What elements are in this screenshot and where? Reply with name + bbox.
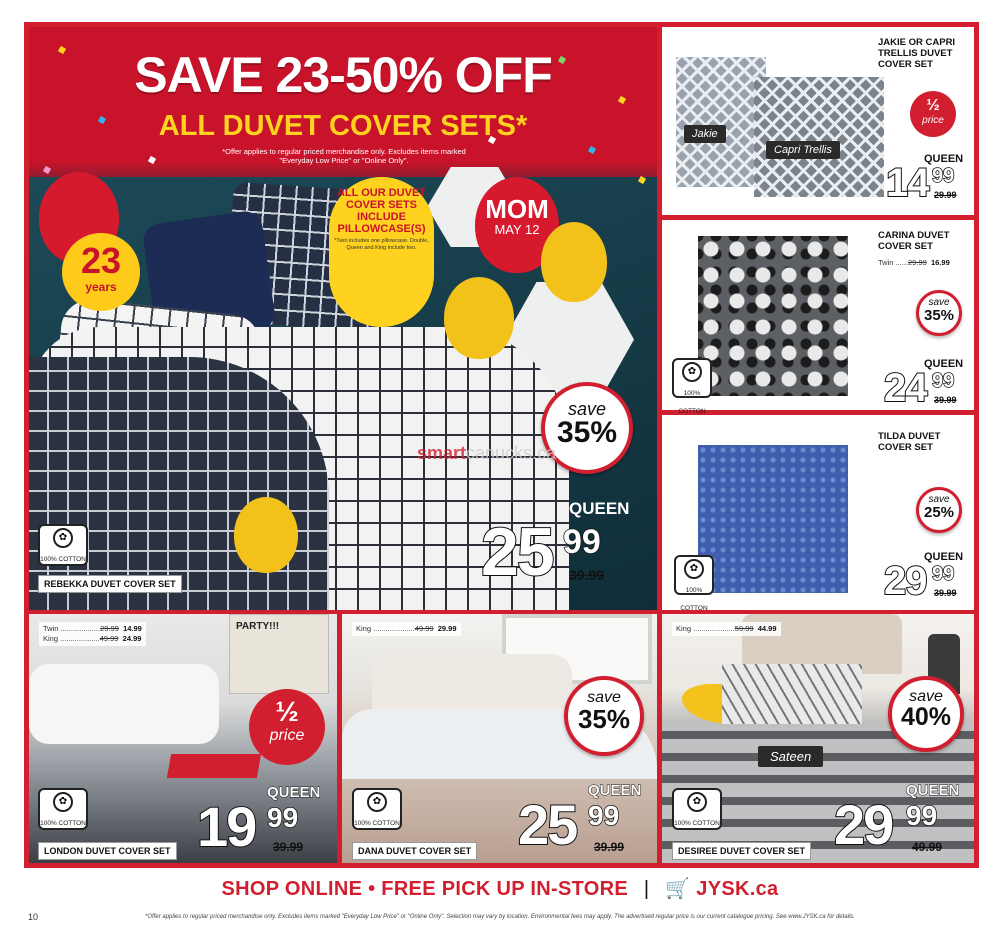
- save-badge: [916, 487, 962, 533]
- geo-pillow: [722, 664, 862, 724]
- newspaper-poster: PARTY!!!: [229, 614, 329, 694]
- price-dollars: 29: [834, 793, 893, 856]
- half-price-bottom: price: [269, 727, 305, 744]
- size-regular: 49.99: [99, 634, 119, 643]
- product-title: CARINA DUVET COVER SET: [878, 230, 950, 252]
- size-name: Twin: [878, 258, 894, 267]
- size-label: QUEEN: [924, 358, 964, 370]
- pillowcase-bubble: [329, 177, 434, 327]
- save-percent: 35%: [556, 416, 618, 449]
- save-percent: 35%: [577, 704, 631, 734]
- save-percent: 40%: [900, 703, 952, 731]
- watermark-b: canucks.ca: [466, 443, 557, 463]
- cotton-icon: ✿: [53, 792, 73, 812]
- half-price-top: ½: [275, 696, 299, 727]
- bed-duvet-navy: [29, 357, 329, 610]
- carina-duvet-image: [698, 236, 848, 396]
- size-sale: 14.99: [123, 624, 142, 633]
- regular-price: 39.99: [934, 395, 957, 405]
- regular-price: 39.99: [273, 840, 304, 854]
- save-badge: [916, 290, 962, 336]
- shop-online-banner: [0, 876, 1000, 901]
- size-label: QUEEN: [924, 153, 964, 165]
- cotton-icon: ✿: [684, 559, 704, 579]
- size-name: King: [356, 624, 372, 633]
- cotton-text: 100% COTTON: [40, 820, 86, 827]
- product-name[interactable]: LONDON DUVET COVER SET: [38, 842, 177, 860]
- product-title: JAKIE OR CAPRI TRELLIS DUVET COVER SET: [878, 37, 956, 70]
- save-percent: 35%: [923, 307, 955, 324]
- size-sale: 24.99: [122, 634, 142, 643]
- anniversary-word: years: [85, 280, 117, 294]
- pillowcase-bubble-fine: *Twin includes one pillowcase. Double, Queen and King include two.: [334, 238, 429, 251]
- hero-product-name[interactable]: REBEKKA DUVET COVER SET: [38, 575, 182, 593]
- size-list: [352, 622, 461, 636]
- save-badge: [888, 676, 964, 752]
- hero-price-dollars: 25: [481, 514, 553, 590]
- price-cents: 99: [267, 802, 299, 833]
- capri-tag: Capri Trellis: [766, 141, 840, 159]
- watermark-a: smart: [417, 443, 467, 463]
- hero-subheadline: ALL DUVET COVER SETS*: [158, 110, 528, 142]
- pillowcase-bubble-text: ALL OUR DUVET COVER SETS INCLUDE PILLOWCASE(S): [336, 187, 427, 235]
- size-name: Twin: [43, 624, 59, 633]
- tilda-duvet-image: [698, 445, 848, 593]
- save-word: save: [928, 494, 950, 505]
- half-price-badge: [910, 91, 956, 137]
- cotton-text: 100% COTTON: [40, 556, 86, 563]
- size-label: QUEEN: [588, 782, 642, 799]
- cart-icon: 🛒: [665, 878, 691, 900]
- divider: |: [643, 878, 650, 900]
- size-line: King ...................49.99 24.99: [43, 634, 142, 643]
- anniversary-number: 23: [80, 240, 122, 281]
- shop-online-link[interactable]: SHOP ONLINE: [221, 878, 363, 900]
- regular-price: 49.99: [912, 840, 943, 854]
- size-regular: 59.99: [734, 624, 754, 633]
- size-line: King ....................49.99 29.99: [356, 624, 457, 633]
- price-dollars: 25: [518, 793, 577, 856]
- size-regular: 49.99: [414, 624, 434, 633]
- cotton-text: 100% COTTON: [674, 820, 720, 827]
- bed-pillows: [29, 664, 219, 744]
- cotton-text: 100% COTTON: [678, 390, 706, 415]
- product-name[interactable]: DANA DUVET COVER SET: [352, 842, 477, 860]
- yellow-balloon: [444, 277, 514, 359]
- hero-headline: SAVE 23-50% OFF: [134, 47, 552, 103]
- half-price-badge: [249, 689, 325, 765]
- price-dollars: 14: [886, 161, 929, 205]
- size-sale: 29.99: [437, 624, 457, 633]
- mom-balloon-title: MOM: [485, 194, 549, 224]
- hero-regular-price: 39.99: [569, 567, 605, 583]
- jysk-logo[interactable]: JYSK.ca: [696, 878, 779, 900]
- red-bus-print: [167, 754, 261, 778]
- sateen-tag: Sateen: [758, 746, 823, 767]
- size-sale: 44.99: [757, 624, 777, 633]
- watermark: [417, 443, 556, 464]
- cotton-icon: ✿: [687, 792, 707, 812]
- size-list: [672, 622, 781, 636]
- cotton-icon: ✿: [367, 792, 387, 812]
- cotton-badge: [672, 788, 722, 830]
- half-price-bottom: price: [922, 115, 944, 126]
- bullet: •: [368, 878, 376, 900]
- size-line: Twin ...................29.99 14.99: [43, 624, 142, 633]
- size-sale: 16.99: [930, 258, 950, 267]
- size-regular: 29.99: [908, 258, 927, 267]
- size-regular: 29.99: [100, 624, 119, 633]
- anniversary-badge: [62, 233, 140, 311]
- confetti: [148, 156, 156, 164]
- cotton-icon: ✿: [682, 362, 702, 382]
- price-cents: 99: [932, 563, 955, 585]
- cotton-text: 100% COTTON: [680, 587, 708, 612]
- product-london[interactable]: [29, 614, 337, 863]
- save-word: save: [928, 297, 950, 308]
- pickup-link[interactable]: FREE PICK UP IN-STORE: [381, 878, 629, 900]
- hero-panel[interactable]: [29, 27, 657, 610]
- footer-disclaimer: *Offer applies to regular priced merchandise only. Excludes items marked "Everyday Low Price" or "Online Only". Selection may vary by location. Environmental fees may apply. The advertised regular price is our current catalogue pricing. See www.JYSK.ca for details.: [145, 914, 855, 920]
- hero-price-cents: 99: [563, 523, 601, 561]
- product-title: TILDA DUVET COVER SET: [878, 431, 941, 453]
- jakie-tag: Jakie: [684, 125, 726, 143]
- price-cents: 99: [932, 370, 955, 392]
- save-percent: 25%: [923, 504, 955, 521]
- hero-offer-note: *Offer applies to regular priced merchandise only. Excludes items marked "Everyday Low Price" or "Online Only".: [222, 147, 466, 165]
- yellow-balloon: [541, 222, 607, 302]
- cotton-badge: [672, 358, 712, 415]
- cotton-badge: [352, 788, 402, 830]
- half-price-top: ½: [926, 97, 940, 114]
- size-name: King: [676, 624, 692, 633]
- hero-size-label: QUEEN: [569, 499, 630, 518]
- page-number: 10: [28, 912, 39, 922]
- product-tilda[interactable]: [662, 415, 974, 610]
- size-line: King ....................59.99 44.99: [676, 624, 777, 633]
- confetti: [588, 146, 596, 154]
- cotton-badge: [38, 524, 88, 566]
- product-desiree[interactable]: [662, 614, 974, 863]
- mom-balloon-date: MAY 12: [494, 222, 540, 237]
- size-line: Twin ......29.99 16.99: [878, 258, 950, 267]
- regular-price: 29.99: [934, 190, 957, 200]
- size-label: QUEEN: [267, 784, 321, 801]
- cotton-icon: ✿: [53, 528, 73, 548]
- regular-price: 39.99: [594, 840, 625, 854]
- save-word: save: [909, 688, 943, 705]
- save-word: save: [567, 399, 607, 419]
- size-label: QUEEN: [924, 551, 964, 563]
- price-cents: 99: [906, 800, 938, 831]
- price-cents: 99: [932, 165, 955, 187]
- product-jakie-capri[interactable]: [662, 27, 974, 215]
- size-list: [39, 622, 146, 646]
- product-dana[interactable]: [342, 614, 657, 863]
- save-word: save: [587, 689, 621, 706]
- product-carina[interactable]: [662, 220, 974, 415]
- yellow-balloon: [234, 497, 298, 573]
- price-cents: 99: [588, 800, 620, 831]
- save-badge: [564, 676, 644, 756]
- product-name[interactable]: DESIREE DUVET COVER SET: [672, 842, 811, 860]
- size-label: QUEEN: [906, 782, 960, 799]
- cotton-text: 100% COTTON: [354, 820, 400, 827]
- price-dollars: 24: [884, 366, 927, 410]
- regular-price: 39.99: [934, 588, 957, 598]
- price-dollars: 29: [884, 559, 927, 603]
- capri-duvet-image: [754, 77, 884, 197]
- size-name: King: [43, 634, 59, 643]
- price-dollars: 19: [197, 795, 256, 858]
- cotton-badge: [674, 555, 714, 612]
- confetti: [43, 166, 51, 174]
- cotton-badge: [38, 788, 88, 830]
- jakie-duvet-image: [676, 57, 766, 187]
